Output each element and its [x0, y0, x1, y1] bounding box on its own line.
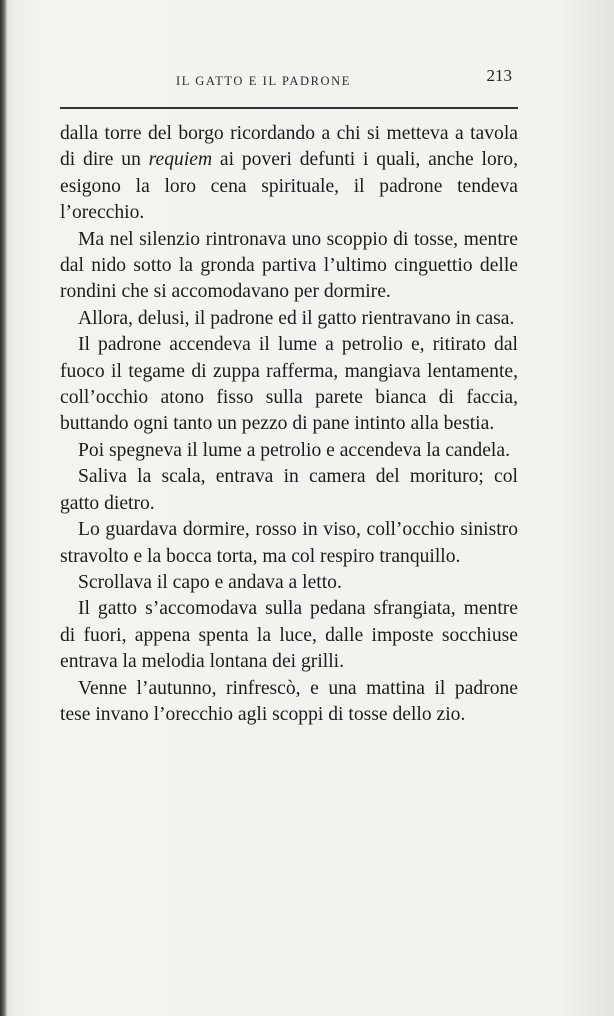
paragraph-4: Il padrone accendeva il lume a petrolio e, ritirato dal fuoco il tegame di zuppa rafferma, mangiava lentamente, coll’occhio atono fisso sulla parete bianca di faccia, buttando ogni tanto un pezzo di pane intinto alla bestia.	[60, 334, 518, 435]
page-binding-edge	[0, 0, 7, 1016]
paragraph-5: Poi spegneva il lume a petrolio e accendeva la candela.	[78, 439, 510, 461]
paragraph-10: Venne l’autunno, rinfrescò, e una mattina il padrone tese invano l’orecchio agli scoppi di tosse dello zio.	[60, 677, 518, 725]
running-title: IL GATTO E IL PADRONE	[176, 74, 352, 88]
paragraph-8: Scrollava il capo e andava a letto.	[78, 571, 342, 593]
paragraph-7: Lo guardava dormire, rosso in viso, coll’occhio sinistro stravolto e la bocca torta, ma col respiro tranquillo.	[60, 519, 518, 567]
paragraph-2: Ma nel silenzio rintronava uno scoppio di tosse, mentre dal nido sotto la gronda partiva l’ultimo cinguettio delle rondini che si accomodavano per dormire.	[60, 228, 518, 303]
paragraph-1	[60, 121, 518, 227]
page-number: 213	[486, 66, 512, 85]
paragraph-9: Il gatto s’accomodava sulla pedana sfrangiata, mentre di fuori, appena spenta la luce, dalle imposte socchiuse entrava la melodia lontana dei grilli.	[60, 598, 518, 673]
header-rule	[60, 107, 518, 109]
paragraph-1-text-start: dalla torre del borgo ricordando a chi si metteva a tavola di dire un	[60, 123, 518, 171]
running-head	[60, 62, 518, 92]
paragraph-6: Saliva la scala, entrava in camera del morituro; col gatto dietro.	[60, 466, 518, 514]
italic-word-requiem: requiem	[148, 149, 213, 171]
paragraph-1-text-end: ai poveri defunti i quali, anche loro, esigono la loro cena spirituale, il padrone tendeva l’orecchio.	[60, 149, 518, 224]
body-text	[60, 121, 518, 728]
paragraph-3: Allora, delusi, il padrone ed il gatto rientravano in casa.	[78, 307, 515, 329]
